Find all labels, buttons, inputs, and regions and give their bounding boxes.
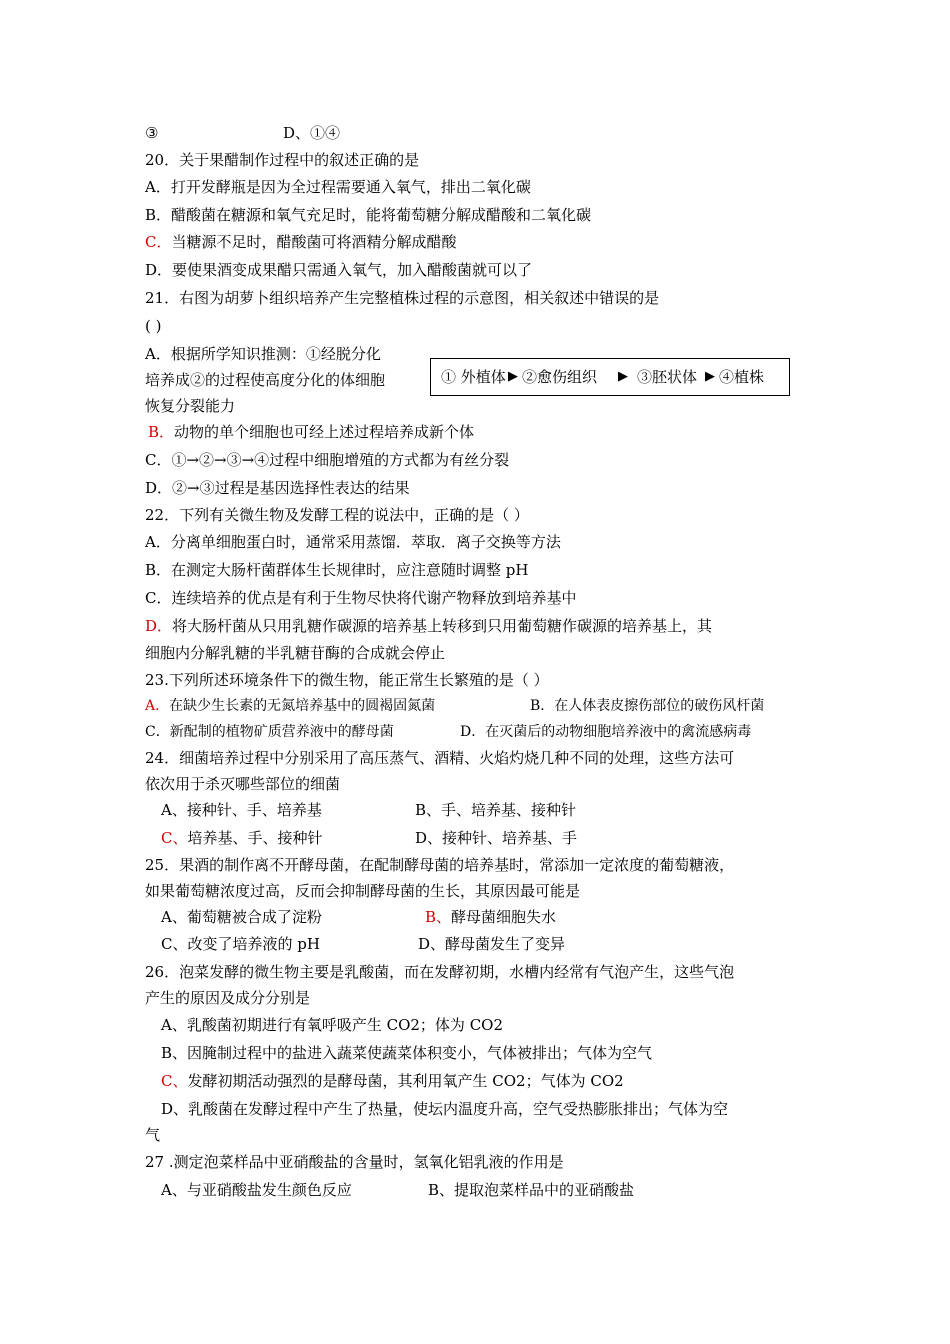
- diagram-step-embryoid: ③胚状体: [637, 368, 698, 386]
- q22-option-a: A．分离单细胞蛋白时，通常采用蒸馏．萃取．离子交换等方法: [145, 533, 561, 551]
- q24-option-c-label: C、: [161, 829, 188, 847]
- q21-paren: ( ): [145, 317, 162, 335]
- q27-option-b: B、提取泡菜样品中的亚硝酸盐: [428, 1181, 635, 1199]
- q20-option-a: A．打开发酵瓶是因为全过程需要通入氧气，排出二氧化碳: [145, 178, 531, 196]
- q25-option-b-label: B、: [425, 908, 452, 926]
- q20-option-d: D．要使果酒变成果醋只需通入氧气，加入醋酸菌就可以了: [145, 261, 533, 279]
- q25-option-d: D、酵母菌发生了变异: [418, 935, 566, 953]
- q24-option-b: B、手、培养基、接种针: [415, 801, 577, 819]
- q23-option-a: [145, 696, 435, 716]
- q25-option-b-text: 酵母菌细胞失水: [451, 908, 557, 926]
- q23-option-c: C．新配制的植物矿质营养液中的酵母菌: [145, 724, 394, 740]
- diagram-arrow-icon: ▶: [508, 369, 518, 384]
- q20-option-c: [145, 232, 457, 252]
- q22-option-d-label: D．: [145, 617, 173, 635]
- q21-option-b: [148, 422, 474, 442]
- q24-option-c: [161, 828, 323, 848]
- q21-option-b-text: 动物的单个细胞也可经上述过程培养成新个体: [174, 423, 475, 441]
- q26-stem-line1: 26．泡菜发酵的微生物主要是乳酸菌，而在发酵初期，水槽内经常有气泡产生，这些气泡: [145, 963, 735, 981]
- q26-option-c-label: C、: [161, 1072, 188, 1090]
- q23-option-d: D．在灭菌后的动物细胞培养液中的禽流感病毒: [460, 724, 752, 740]
- q20-stem: 20．关于果醋制作过程中的叙述正确的是: [145, 151, 420, 169]
- q24-option-a: A、接种针、手、培养基: [161, 801, 322, 819]
- q25-option-c: C、改变了培养液的 pH: [161, 935, 320, 953]
- q22-option-d-text: 将大肠杆菌从只用乳糖作碳源的培养基上转移到只用葡萄糖作碳源的培养基上，其: [172, 617, 713, 635]
- diagram-step-callus: ②愈伤组织: [522, 368, 598, 386]
- q20-option-c-label: C．: [145, 233, 172, 251]
- q24-option-d: D、接种针、培养基、手: [415, 829, 578, 847]
- q24-stem-line2: 依次用于杀灭哪些部位的细菌: [145, 775, 341, 793]
- q19-option-d: D、①④: [283, 124, 341, 142]
- q25-option-b: [425, 907, 556, 927]
- diagram-step-explant: ① 外植体: [441, 368, 506, 386]
- q22-option-d: [145, 616, 712, 636]
- q23-option-b: B．在人体表皮擦伤部位的破伤风杆菌: [530, 698, 765, 714]
- q23-option-a-label: A．: [145, 698, 170, 714]
- q23-option-a-text: 在缺少生长素的无氮培养基中的圆褐固氮菌: [169, 698, 436, 714]
- q22-option-b: B．在测定大肠杆菌群体生长规律时，应注意随时调整 pH: [145, 561, 529, 579]
- q24-option-c-text: 培养基、手、接种针: [187, 829, 323, 847]
- q25-stem-line1: 25．果酒的制作离不开酵母菌，在配制酵母菌的培养基时，常添加一定浓度的葡萄糖液，: [145, 856, 735, 874]
- q23-stem: 23.下列所述环境条件下的微生物，能正常生长繁殖的是（ ）: [145, 671, 549, 689]
- q21-option-a-line2: 培养成②的过程使高度分化的体细胞: [145, 371, 386, 389]
- q21-option-a-line1: A．根据所学知识推测：①经脱分化: [145, 345, 381, 363]
- q19-option-c-tail: ③: [145, 124, 159, 142]
- q22-option-d-line2: 细胞内分解乳糖的半乳糖苷酶的合成就会停止: [145, 644, 446, 662]
- q21-option-c: C．①→②→③→④过程中细胞增殖的方式都为有丝分裂: [145, 451, 510, 469]
- q21-stem: 21．右图为胡萝卜组织培养产生完整植株过程的示意图，相关叙述中错误的是: [145, 289, 660, 307]
- q26-option-c: [161, 1071, 624, 1091]
- q22-stem: 22．下列有关微生物及发酵工程的说法中，正确的是（ ）: [145, 506, 529, 524]
- q26-option-a: A、乳酸菌初期进行有氧呼吸产生 CO2；体为 CO2: [161, 1016, 504, 1034]
- diagram-arrow-icon: ▶: [705, 369, 715, 384]
- q26-option-b: B、因腌制过程中的盐进入蔬菜使蔬菜体积变小，气体被排出；气体为空气: [161, 1044, 653, 1062]
- q26-option-c-text: 发酵初期活动强烈的是酵母菌，其利用氧产生 CO2；气体为 CO2: [187, 1072, 624, 1090]
- q22-option-c: C．连续培养的优点是有利于生物尽快将代谢产物释放到培养基中: [145, 589, 577, 607]
- q21-option-a-line3: 恢复分裂能力: [145, 397, 236, 415]
- q20-option-b: B．醋酸菌在糖源和氧气充足时，能将葡萄糖分解成醋酸和二氧化碳: [145, 206, 592, 224]
- q27-stem: 27 .测定泡菜样品中亚硝酸盐的含量时，氢氧化铝乳液的作用是: [145, 1153, 564, 1171]
- diagram-arrow-icon: ▶: [618, 369, 628, 384]
- q27-option-a: A、与亚硝酸盐发生颜色反应: [161, 1181, 352, 1199]
- q20-option-c-text: 当糖源不足时，醋酸菌可将酒精分解成醋酸: [171, 233, 457, 251]
- q21-option-d: D．②→③过程是基因选择性表达的结果: [145, 479, 410, 497]
- q26-option-d: D、乳酸菌在发酵过程中产生了热量，使坛内温度升高，空气受热膨胀排出；气体为空: [161, 1100, 729, 1118]
- diagram-step-plant: ④植株: [719, 368, 765, 386]
- q21-option-b-label: B．: [148, 423, 175, 441]
- q24-stem-line1: 24．细菌培养过程中分别采用了高压蒸气、酒精、火焰灼烧几种不同的处理，这些方法可: [145, 749, 735, 767]
- tissue-culture-flow-diagram: [430, 358, 790, 396]
- q25-stem-line2: 如果葡萄糖浓度过高，反而会抑制酵母菌的生长，其原因最可能是: [145, 882, 581, 900]
- q26-stem-line2: 产生的原因及成分分别是: [145, 989, 311, 1007]
- q25-option-a: A、葡萄糖被合成了淀粉: [161, 908, 322, 926]
- q26-option-d-line2: 气: [145, 1126, 161, 1144]
